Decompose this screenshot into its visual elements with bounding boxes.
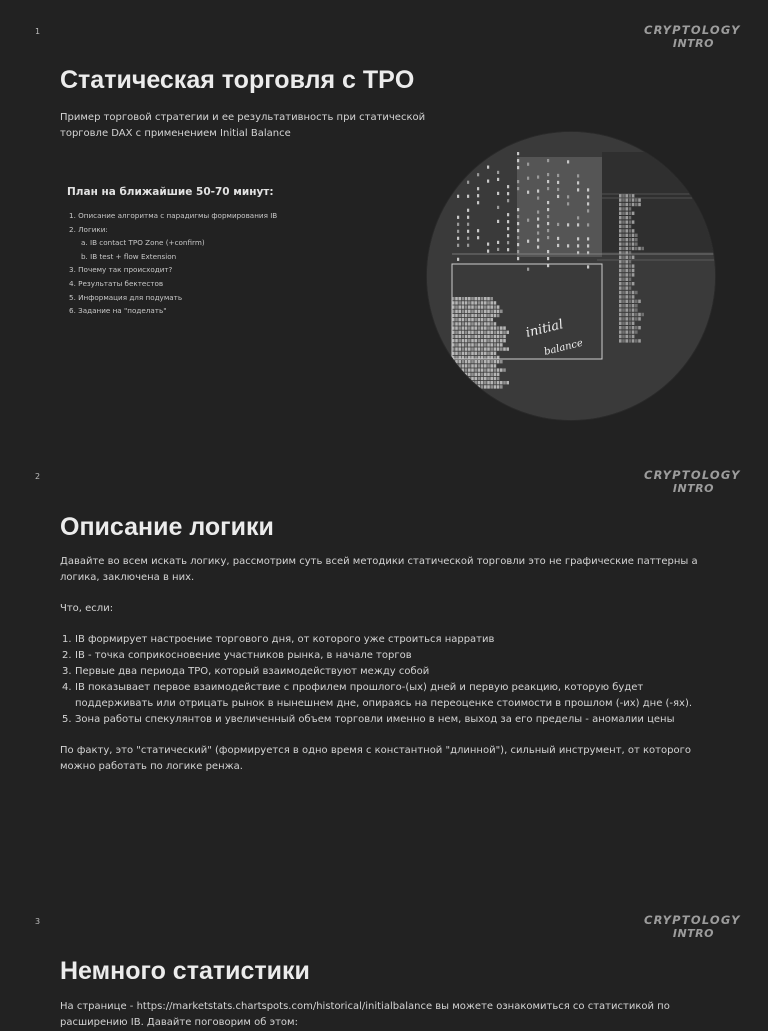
paragraph: На странице - https://marketstats.chartspots.com/historical/initialbalance вы можете ознакомиться со статистикой по расширению IB. Давайте поговорим об этом: bbox=[60, 1001, 670, 1028]
plan-title: План на ближайшие 50-70 минут: bbox=[67, 186, 274, 198]
tpo-chart-image bbox=[427, 132, 715, 420]
cryptology-logo: CRYPTOLOGY INTRO bbox=[644, 468, 741, 495]
plan-list bbox=[69, 209, 277, 318]
plan-subitem: a. IB contact TPO Zone (+confirm) bbox=[81, 238, 205, 248]
plan-item: 4. Результаты бектестов bbox=[69, 278, 164, 288]
plan-item: 3. Почему так происходит? bbox=[69, 265, 173, 275]
paragraph: По факту, это "статический" (формируется в одно время с константной "длинной"), сильный инструмент, от которого можно работать по логике ренжа. bbox=[60, 745, 691, 772]
logic-list bbox=[60, 632, 720, 728]
slide-title: Немного статистики bbox=[60, 957, 310, 985]
cryptology-logo: CRYPTOLOGY INTRO bbox=[644, 913, 741, 940]
list-item: 1. IB формирует настроение торгового дня, от которого уже строиться нарратив bbox=[62, 634, 495, 645]
paragraph: Давайте во всем искать логику, рассмотрим суть всей методики статической торговли это не графические паттерны а логика, заключена в них. bbox=[60, 556, 698, 583]
slide-number: 2 bbox=[35, 472, 41, 481]
list-item: 3. Первые два периода TPO, который взаимодействуют между собой bbox=[62, 666, 430, 677]
slide-2 bbox=[0, 445, 768, 890]
plan-item: 2. Логики: bbox=[69, 224, 108, 234]
slide-3 bbox=[0, 890, 768, 1028]
slide-number: 3 bbox=[35, 917, 41, 926]
plan-subitem: b. IB test + flow Extension bbox=[81, 251, 177, 261]
cryptology-logo: CRYPTOLOGY INTRO bbox=[644, 23, 741, 50]
slide-title: Статическая торговля с TPO bbox=[60, 66, 415, 94]
plan-item: 1. Описание алгоритма с парадигмы формирования IB bbox=[69, 211, 278, 220]
plan-item: 6. Задание на "поделать" bbox=[69, 306, 167, 316]
list-item: 4. IB показывает первое взаимодействие с профилем прошлого-(ых) дней и первую реакцию, которую будет поддерживать или отрицать рынок в нынешнем дне, опираясь на переоценке стоимости в прошлом (-их) дне (-ях). bbox=[62, 682, 693, 709]
slide-intro: Пример торговой стратегии и ее результативность при статической торговле DAX с применением Initial Balance bbox=[60, 112, 426, 139]
slide-1 bbox=[0, 0, 768, 445]
tpo-profile-illustration bbox=[427, 132, 715, 420]
list-item: 5. Зона работы спекулянтов и увеличенный объем торговли именно в нем, выход за его пределы - аномалии цены bbox=[62, 714, 675, 725]
svg-text:initial: initial bbox=[524, 317, 565, 341]
slide-title: Описание логики bbox=[60, 513, 274, 541]
svg-text:balance: balance bbox=[543, 337, 585, 358]
list-item: 2. IB - точка соприкосновение участников рынка, в начале торгов bbox=[62, 650, 412, 661]
plan-item: 5. Информация для подумать bbox=[69, 292, 183, 302]
paragraph: Что, если: bbox=[60, 603, 114, 614]
slide-number: 1 bbox=[35, 27, 41, 36]
